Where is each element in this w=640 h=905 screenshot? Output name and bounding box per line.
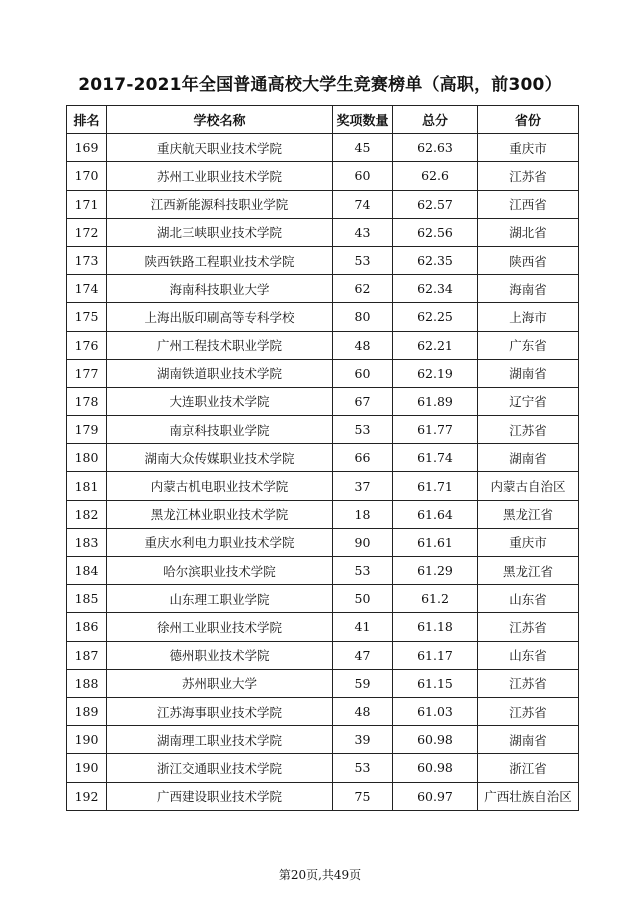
score-cell: 62.63 [393, 134, 478, 162]
table-row [67, 416, 579, 444]
awards-cell: 53 [333, 754, 393, 782]
table-row [67, 557, 579, 585]
score-cell: 61.2 [393, 585, 478, 613]
awards-cell: 47 [333, 641, 393, 669]
awards-cell: 37 [333, 472, 393, 500]
header-rank: 排名 [67, 106, 107, 134]
score-cell: 60.97 [393, 782, 478, 810]
province-cell: 海南省 [478, 275, 579, 303]
table-row [67, 303, 579, 331]
school-name-cell: 徐州工业职业技术学院 [107, 613, 333, 641]
province-cell: 上海市 [478, 303, 579, 331]
province-cell: 江苏省 [478, 416, 579, 444]
table-body [67, 134, 579, 811]
rank-cell: 173 [67, 246, 107, 274]
school-name-cell: 湖南铁道职业技术学院 [107, 359, 333, 387]
score-cell: 61.18 [393, 613, 478, 641]
rank-cell: 175 [67, 303, 107, 331]
score-cell: 62.21 [393, 331, 478, 359]
rank-cell: 185 [67, 585, 107, 613]
score-cell: 61.03 [393, 697, 478, 725]
rank-cell: 171 [67, 190, 107, 218]
school-name-cell: 上海出版印刷高等专科学校 [107, 303, 333, 331]
table-row [67, 162, 579, 190]
province-cell: 黑龙江省 [478, 500, 579, 528]
score-cell: 61.15 [393, 669, 478, 697]
table-row [67, 782, 579, 810]
school-name-cell: 湖南大众传媒职业技术学院 [107, 444, 333, 472]
table-row [67, 528, 579, 556]
province-cell: 江苏省 [478, 613, 579, 641]
province-cell: 山东省 [478, 641, 579, 669]
province-cell: 江西省 [478, 190, 579, 218]
score-cell: 62.6 [393, 162, 478, 190]
province-cell: 辽宁省 [478, 387, 579, 415]
awards-cell: 74 [333, 190, 393, 218]
awards-cell: 90 [333, 528, 393, 556]
school-name-cell: 广州工程技术职业学院 [107, 331, 333, 359]
school-name-cell: 大连职业技术学院 [107, 387, 333, 415]
score-cell: 61.61 [393, 528, 478, 556]
school-name-cell: 广西建设职业技术学院 [107, 782, 333, 810]
rank-cell: 178 [67, 387, 107, 415]
awards-cell: 50 [333, 585, 393, 613]
score-cell: 62.57 [393, 190, 478, 218]
school-name-cell: 苏州职业大学 [107, 669, 333, 697]
table-row [67, 218, 579, 246]
awards-cell: 43 [333, 218, 393, 246]
rank-cell: 177 [67, 359, 107, 387]
school-name-cell: 德州职业技术学院 [107, 641, 333, 669]
score-cell: 61.74 [393, 444, 478, 472]
awards-cell: 62 [333, 275, 393, 303]
page-footer: 第20页,共49页 [278, 868, 362, 882]
table-header-row [67, 106, 579, 134]
table-row [67, 754, 579, 782]
rank-cell: 192 [67, 782, 107, 810]
rank-cell: 172 [67, 218, 107, 246]
school-name-cell: 内蒙古机电职业技术学院 [107, 472, 333, 500]
school-name-cell: 南京科技职业学院 [107, 416, 333, 444]
province-cell: 湖南省 [478, 444, 579, 472]
score-cell: 62.56 [393, 218, 478, 246]
table-row [67, 275, 579, 303]
awards-cell: 39 [333, 726, 393, 754]
rank-cell: 169 [67, 134, 107, 162]
awards-cell: 60 [333, 162, 393, 190]
school-name-cell: 山东理工职业学院 [107, 585, 333, 613]
rank-cell: 190 [67, 726, 107, 754]
table-row [67, 669, 579, 697]
province-cell: 广东省 [478, 331, 579, 359]
header-province: 省份 [478, 106, 579, 134]
awards-cell: 66 [333, 444, 393, 472]
rank-cell: 190 [67, 754, 107, 782]
score-cell: 62.35 [393, 246, 478, 274]
school-name-cell: 黑龙江林业职业技术学院 [107, 500, 333, 528]
school-name-cell: 湖北三峡职业技术学院 [107, 218, 333, 246]
score-cell: 60.98 [393, 754, 478, 782]
awards-cell: 48 [333, 697, 393, 725]
awards-cell: 41 [333, 613, 393, 641]
province-cell: 湖北省 [478, 218, 579, 246]
school-name-cell: 江西新能源科技职业学院 [107, 190, 333, 218]
rank-cell: 176 [67, 331, 107, 359]
rank-cell: 186 [67, 613, 107, 641]
province-cell: 山东省 [478, 585, 579, 613]
province-cell: 浙江省 [478, 754, 579, 782]
rank-cell: 183 [67, 528, 107, 556]
table-row [67, 359, 579, 387]
rank-cell: 179 [67, 416, 107, 444]
awards-cell: 53 [333, 416, 393, 444]
rank-cell: 174 [67, 275, 107, 303]
awards-cell: 60 [333, 359, 393, 387]
awards-cell: 48 [333, 331, 393, 359]
table-row [67, 472, 579, 500]
rank-cell: 180 [67, 444, 107, 472]
school-name-cell: 苏州工业职业技术学院 [107, 162, 333, 190]
header-awards: 奖项数量 [333, 106, 393, 134]
province-cell: 湖南省 [478, 726, 579, 754]
ranking-table [66, 105, 579, 811]
province-cell: 黑龙江省 [478, 557, 579, 585]
table-row [67, 246, 579, 274]
table-row [67, 697, 579, 725]
rank-cell: 182 [67, 500, 107, 528]
table-row [67, 134, 579, 162]
table-row [67, 613, 579, 641]
rank-cell: 188 [67, 669, 107, 697]
score-cell: 61.71 [393, 472, 478, 500]
awards-cell: 67 [333, 387, 393, 415]
score-cell: 61.77 [393, 416, 478, 444]
school-name-cell: 哈尔滨职业技术学院 [107, 557, 333, 585]
header-school: 学校名称 [107, 106, 333, 134]
awards-cell: 59 [333, 669, 393, 697]
table-row [67, 500, 579, 528]
province-cell: 重庆市 [478, 134, 579, 162]
awards-cell: 45 [333, 134, 393, 162]
province-cell: 江苏省 [478, 669, 579, 697]
score-cell: 61.17 [393, 641, 478, 669]
school-name-cell: 浙江交通职业技术学院 [107, 754, 333, 782]
awards-cell: 53 [333, 557, 393, 585]
school-name-cell: 重庆航天职业技术学院 [107, 134, 333, 162]
province-cell: 广西壮族自治区 [478, 782, 579, 810]
province-cell: 内蒙古自治区 [478, 472, 579, 500]
province-cell: 江苏省 [478, 162, 579, 190]
rank-cell: 189 [67, 697, 107, 725]
school-name-cell: 海南科技职业大学 [107, 275, 333, 303]
province-cell: 重庆市 [478, 528, 579, 556]
score-cell: 62.25 [393, 303, 478, 331]
school-name-cell: 重庆水利电力职业技术学院 [107, 528, 333, 556]
school-name-cell: 陕西铁路工程职业技术学院 [107, 246, 333, 274]
rank-cell: 181 [67, 472, 107, 500]
table-row [67, 387, 579, 415]
table-row [67, 331, 579, 359]
awards-cell: 18 [333, 500, 393, 528]
table-row [67, 726, 579, 754]
page-title: 2017-2021年全国普通高校大学生竞赛榜单（高职，前300） [78, 75, 562, 95]
header-score: 总分 [393, 106, 478, 134]
rank-cell: 187 [67, 641, 107, 669]
score-cell: 61.29 [393, 557, 478, 585]
table-row [67, 444, 579, 472]
rank-cell: 170 [67, 162, 107, 190]
awards-cell: 80 [333, 303, 393, 331]
province-cell: 江苏省 [478, 697, 579, 725]
province-cell: 湖南省 [478, 359, 579, 387]
table-row [67, 641, 579, 669]
table-row [67, 585, 579, 613]
rank-cell: 184 [67, 557, 107, 585]
awards-cell: 75 [333, 782, 393, 810]
province-cell: 陕西省 [478, 246, 579, 274]
school-name-cell: 江苏海事职业技术学院 [107, 697, 333, 725]
score-cell: 62.34 [393, 275, 478, 303]
score-cell: 60.98 [393, 726, 478, 754]
table-row [67, 190, 579, 218]
score-cell: 62.19 [393, 359, 478, 387]
school-name-cell: 湖南理工职业技术学院 [107, 726, 333, 754]
awards-cell: 53 [333, 246, 393, 274]
score-cell: 61.89 [393, 387, 478, 415]
score-cell: 61.64 [393, 500, 478, 528]
